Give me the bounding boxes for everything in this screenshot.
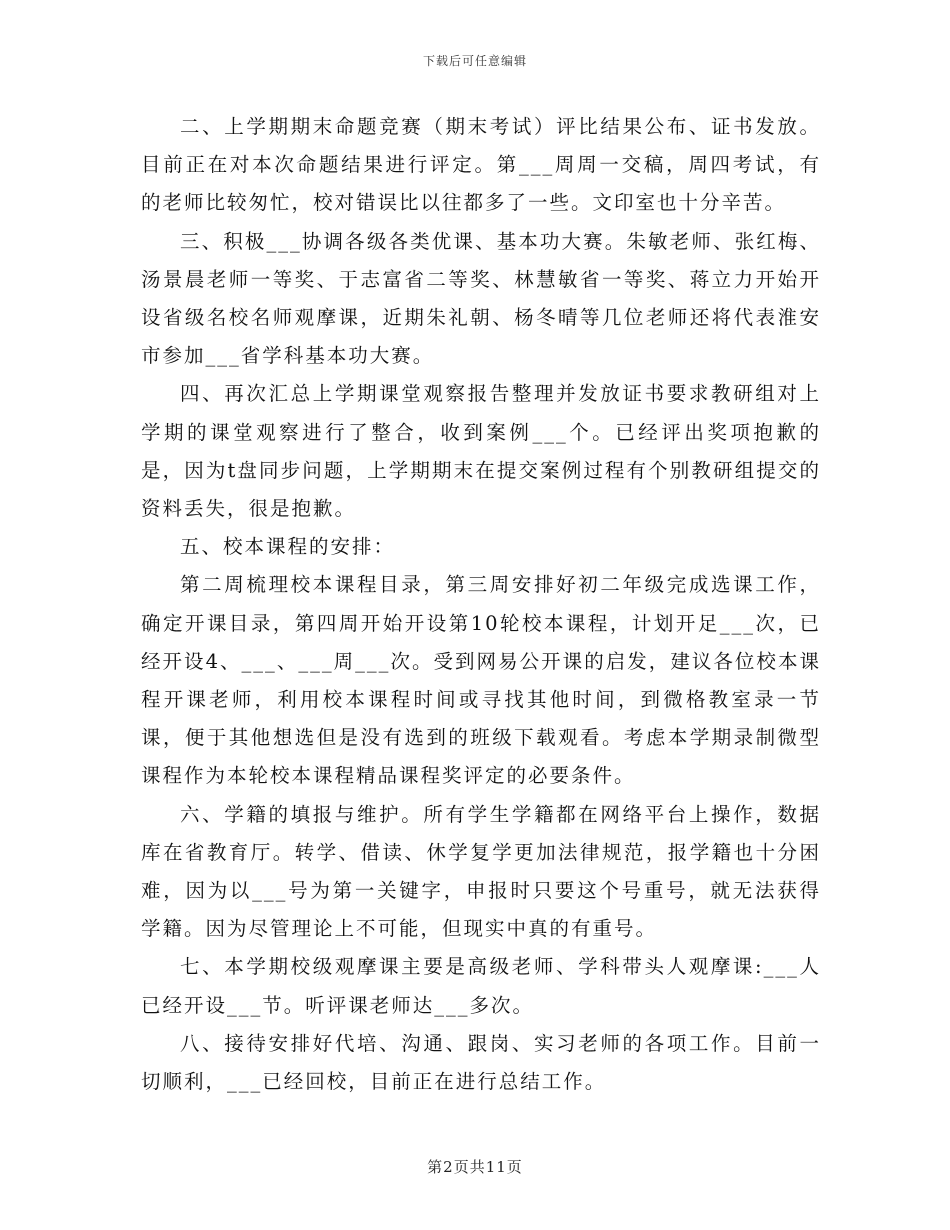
paragraph-4: 四、再次汇总上学期课堂观察报告整理并发放证书要求教研组对上学期的课堂观察进行了整合，收到案例___个。已经评出奖项抱歉的是，因为t盘同步问题，上学期期末在提交案例过程有个别教研组提交的资料丢失，很是抱歉。 xyxy=(141,382,821,521)
document-body xyxy=(141,108,821,1101)
paragraph-6: 六、学籍的填报与维护。所有学生学籍都在网络平台上操作，数据库在省教育厅。转学、借读、休学复学更加法律规范，报学籍也十分困难，因为以___号为第一关键字，申报时只要这个号重号，就无法获得学籍。因为尽管理论上不可能，但现实中真的有重号。 xyxy=(141,802,821,941)
paragraph-5-body: 第二周梳理校本课程目录，第三周安排好初二年级完成选课工作，确定开课目录，第四周开始开设第10轮校本课程，计划开足___次，已经开设4、___、___周___次。受到网易公开课的启发，建议各位校本课程开课老师，利用校本课程时间或寻找其他时间，到微格教室录一节课，便于其他想选但是没有选到的班级下载观看。考虑本学期录制微型课程作为本轮校本课程精品课程奖评定的必要条件。 xyxy=(141,573,821,788)
paragraph-7: 七、本学期校级观摩课主要是高级老师、学科带头人观摩课:___人已经开设___节。听评课老师达___多次。 xyxy=(141,955,821,1017)
page-header-note: 下载后可任意编辑 xyxy=(422,54,527,68)
paragraph-3: 三、积极___协调各级各类优课、基本功大赛。朱敏老师、张红梅、汤景晨老师一等奖、于志富省二等奖、林慧敏省一等奖、蒋立力开始开设省级名校名师观摩课，近期朱礼朝、杨冬晴等几位老师还将代表淮安市参加___省学科基本功大赛。 xyxy=(141,229,821,368)
paragraph-2: 二、上学期期末命题竞赛（期末考试）评比结果公布、证书发放。目前正在对本次命题结果进行评定。第___周周一交稿，周四考试，有的老师比较匆忙，校对错误比以往都多了一些。文印室也十分辛苦。 xyxy=(141,115,821,215)
paragraph-5-heading: 五、校本课程的安排： xyxy=(180,535,396,559)
paragraph-8: 八、接待安排好代培、沟通、跟岗、实习老师的各项工作。目前一切顺利，___已经回校，目前正在进行总结工作。 xyxy=(141,1031,821,1094)
page-number: 第2页共11页 xyxy=(427,1158,523,1176)
